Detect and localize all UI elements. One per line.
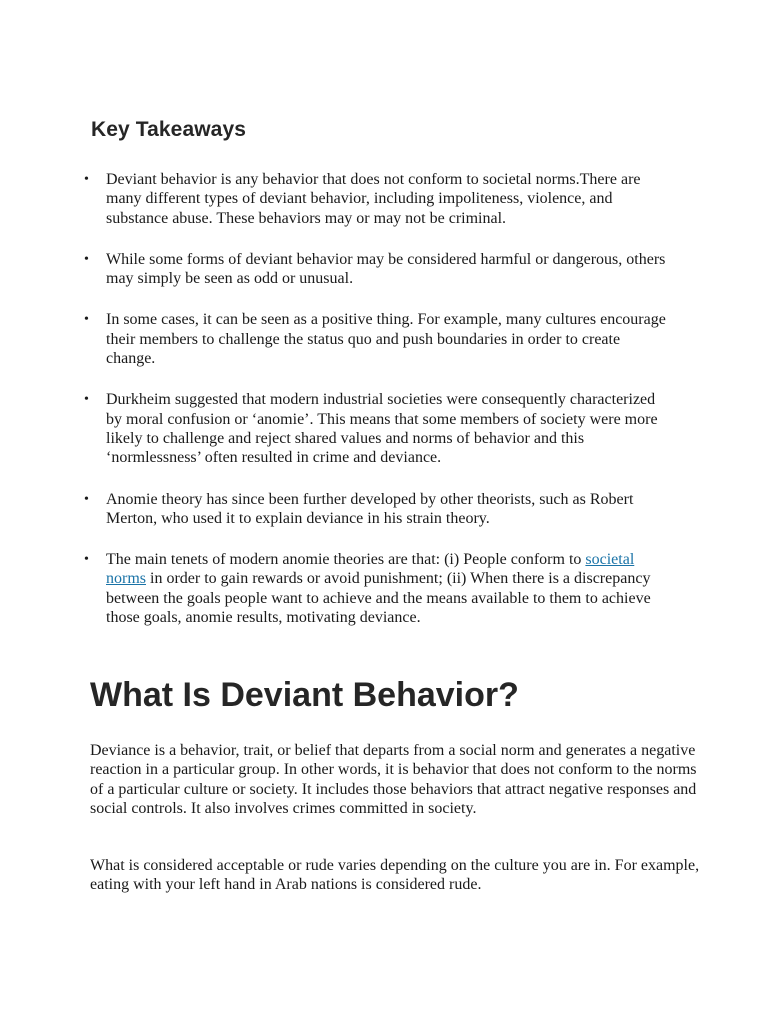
list-item [0, 250, 671, 289]
bullet-icon: • [84, 312, 89, 328]
section-heading: What Is Deviant Behavior? [90, 676, 519, 714]
list-item [0, 310, 671, 368]
list-item [0, 490, 671, 529]
paragraph: Deviance is a behavior, trait, or belief that departs from a social norm and generates a negative reaction in a particular group. In other words, it is behavior that does not conform to the norms of a particular culture or society. It includes those behaviors that attract negative responses and social controls. It also involves crimes committed in society. [90, 742, 697, 817]
list-item [0, 170, 671, 228]
list-item-text: In some cases, it can be seen as a positive thing. For example, many cultures encourage their members to challenge the status quo and push boundaries in order to create change. [106, 311, 666, 368]
list-item [0, 390, 671, 467]
bullet-icon: • [84, 172, 89, 187]
key-takeaways-heading: Key Takeaways [91, 118, 247, 141]
key-takeaways-list [0, 170, 768, 649]
list-item-text: While some forms of deviant behavior may be considered harmful or dangerous, others may simply be seen as odd or unusual. [106, 250, 666, 288]
bullet-icon: • [84, 392, 89, 408]
list-item-text-after-link: in order to gain rewards or avoid punishment; (ii) When there is a discrepancy between the goals people want to achieve and the means available to them to achieve those goals, anomie results, motivating deviance. [106, 570, 651, 627]
list-item-text: Deviant behavior is any behavior that does not conform to societal norms.There are many different types of deviant behavior, including impoliteness, violence, and substance abuse. These behaviors may or may not be criminal. [106, 171, 641, 227]
list-item-text-before-link: The main tenets of modern anomie theories are that: (i) People conform to [106, 551, 586, 569]
list-item-text: Durkheim suggested that modern industrial societies were consequently characterized by moral confusion or ‘anomie’. This means that some members of society were more likely to challenge and reject shared values and norms of behavior and this ‘normlessness’ often resulted in crime and deviance. [106, 391, 658, 467]
bullet-icon: • [84, 552, 89, 568]
list-item [0, 550, 671, 627]
paragraph: What is considered acceptable or rude varies depending on the culture you are in. For example, eating with your left hand in Arab nations is considered rude. [90, 857, 700, 894]
bullet-icon: • [84, 251, 89, 267]
list-item-text: Anomie theory has since been further developed by other theorists, such as Robert Merton, who used it to explain deviance in his strain theory. [106, 490, 634, 527]
bullet-icon: • [84, 491, 89, 507]
societal-norms-link[interactable]: societal norms [106, 551, 635, 588]
